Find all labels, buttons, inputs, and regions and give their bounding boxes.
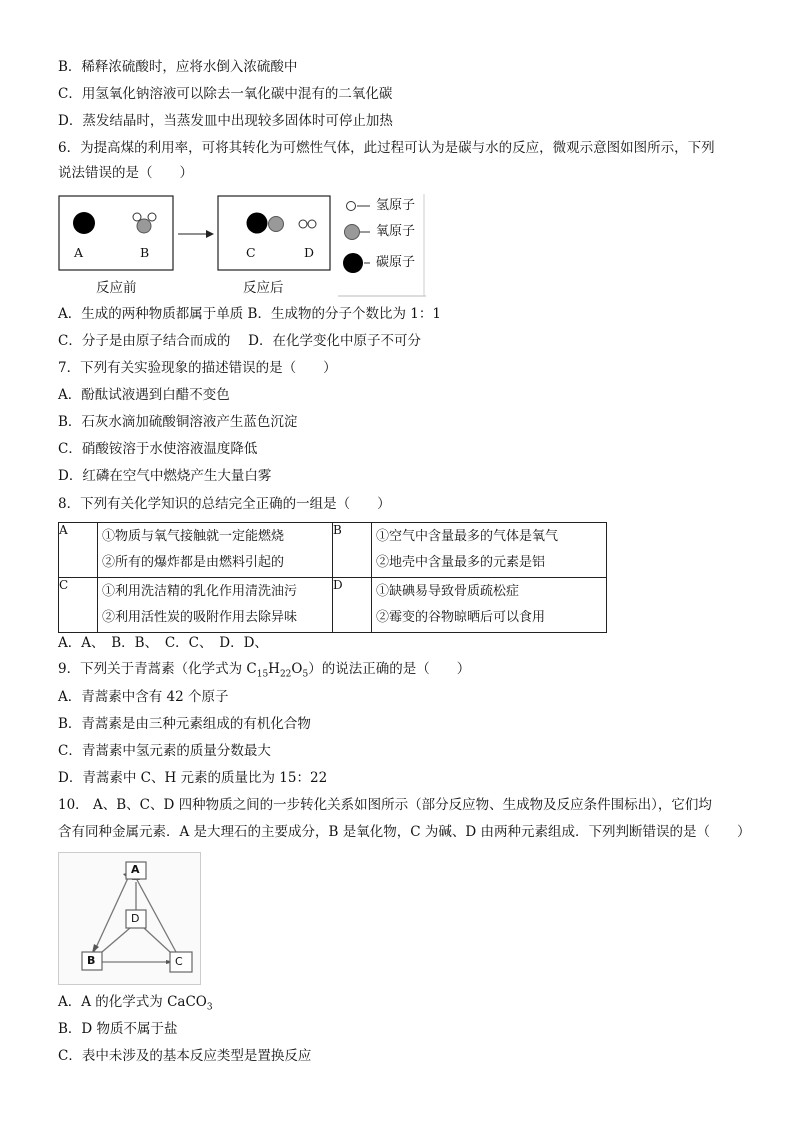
- q6-stem-line2: 说法错误的是（ ）: [58, 165, 193, 181]
- legend-carbon-icon: [343, 253, 363, 273]
- q8-c-item2: ②利用活性炭的吸附作用去除异味: [102, 610, 298, 625]
- oxygen-atom-c: [269, 217, 284, 232]
- q8-key-c: C: [59, 578, 98, 633]
- q8-b-item2: ②地壳中含量最多的元素是铝: [376, 555, 546, 570]
- q8-b-item1: ①空气中含量最多的气体是氧气: [376, 529, 559, 544]
- legend-hydrogen-icon: [347, 202, 356, 211]
- carbon-atom-c: [247, 213, 268, 234]
- q10-node-b: B: [87, 954, 96, 967]
- oxygen-atom-b: [137, 219, 151, 233]
- q6-legend-carbon: 碳原子: [376, 255, 416, 270]
- hydrogen-atom-b2: [148, 213, 156, 221]
- q10-option-c: C．表中未涉及的基本反应类型是置换反应: [58, 1048, 312, 1064]
- q8-cell-c: [98, 578, 333, 633]
- q10-option-a: A．A 的化学式为 CaCO$_3$: [58, 994, 213, 1013]
- legend-oxygen-icon: [345, 225, 360, 240]
- q10-stem-line1: 10． A、B、C、D 四种物质之间的一步转化关系如图所示（部分反应物、生成物及反应条件围标出），它们均: [58, 797, 712, 813]
- arrow-head-icon: [206, 230, 214, 238]
- q8-d-item2: ②霉变的谷物晾晒后可以食用: [376, 610, 546, 625]
- q6-options-cd: C．分子是由原子结合而成的 D．在化学变化中原子不可分: [58, 333, 421, 349]
- q8-cell-d: [372, 578, 607, 633]
- q10-stem-line2: 含有同种金属元素．A 是大理石的主要成分，B 是氧化物，C 为碱、D 由两种元素组成．下列判断错误的是（ ）: [58, 824, 751, 840]
- q8-cell-b: [372, 523, 607, 578]
- q8-cell-a: [98, 523, 333, 578]
- q5-option-d: D．蒸发结晶时，当蒸发皿中出现较多固体时可停止加热: [58, 113, 393, 129]
- q6-caption-before: 反应前: [96, 280, 137, 296]
- table-row: [59, 523, 607, 578]
- q8-options: A．A、 B．B、 C．C、 D．D、: [58, 635, 268, 651]
- q8-key-b: B: [333, 523, 372, 578]
- q8-a-item2: ②所有的爆炸都是由燃料引起的: [102, 555, 285, 570]
- q7-stem: 7．下列有关实验现象的描述错误的是（ ）: [58, 360, 337, 376]
- q10-node-c: C: [175, 955, 183, 968]
- q6-legend-oxygen: 氧原子: [376, 224, 416, 239]
- hydrogen-atom-d1: [299, 220, 307, 228]
- q8-key-d: D: [333, 578, 372, 633]
- q5-option-c: C．用氢氧化钠溶液可以除去一氧化碳中混有的二氧化碳: [58, 86, 393, 102]
- table-row: [59, 578, 607, 633]
- q6-label-b: B: [140, 245, 150, 260]
- q6-stem-line1: 6．为提高煤的利用率，可将其转化为可燃性气体，此过程可认为是碳与水的反应，微观示意图如图所示，下列: [58, 140, 715, 156]
- q8-stem: 8．下列有关化学知识的总结完全正确的一组是（ ）: [58, 496, 391, 512]
- q6-label-a: A: [74, 245, 84, 260]
- q8-d-item1: ①缺碘易导致骨质疏松症: [376, 584, 520, 599]
- q6-label-d: D: [304, 245, 315, 260]
- q7-option-c: C．硝酸铵溶于水使溶液温度降低: [58, 441, 258, 457]
- q8-table: [58, 522, 607, 633]
- q9-option-a: A．青蒿素中含有 42 个原子: [58, 689, 229, 705]
- q10-node-d: D: [131, 912, 140, 925]
- q8-key-a: A: [59, 523, 98, 578]
- q10-node-a: A: [131, 863, 140, 876]
- q8-a-item1: ①物质与氧气接触就一定能燃烧: [102, 529, 285, 544]
- q6-caption-after: 反应后: [243, 280, 284, 296]
- hydrogen-atom-b1: [133, 213, 141, 221]
- q5-option-b: B．稀释浓硫酸时，应将水倒入浓硫酸中: [58, 59, 298, 75]
- hydrogen-atom-d2: [308, 220, 316, 228]
- q9-option-b: B．青蒿素是由三种元素组成的有机化合物: [58, 716, 311, 732]
- q9-option-c: C．青蒿素中氢元素的质量分数最大: [58, 743, 271, 759]
- q7-option-a: A．酚酞试液遇到白醋不变色: [58, 387, 230, 403]
- q6-label-c: C: [246, 245, 256, 260]
- q9-stem: 9．下列关于青蒿素（化学式为 $C_{15}H_{22}O_5$）的说法正确的是（ ）: [58, 661, 471, 680]
- q10-option-b: B．D 物质不属于盐: [58, 1021, 178, 1037]
- q9-option-d: D．青蒿素中 C、H 元素的质量比为 15：22: [58, 770, 328, 786]
- q6-options-ab: A．生成的两种物质都属于单质 B．生成物的分子个数比为 1：1: [58, 306, 441, 322]
- q8-c-item1: ①利用洗洁精的乳化作用清洗油污: [102, 584, 298, 599]
- q7-option-b: B．石灰水滴加硫酸铜溶液产生蓝色沉淀: [58, 414, 298, 430]
- carbon-atom-a: [73, 212, 95, 234]
- q6-legend-hydrogen: 氢原子: [376, 198, 416, 213]
- q7-option-d: D．红磷在空气中燃烧产生大量白雾: [58, 468, 272, 484]
